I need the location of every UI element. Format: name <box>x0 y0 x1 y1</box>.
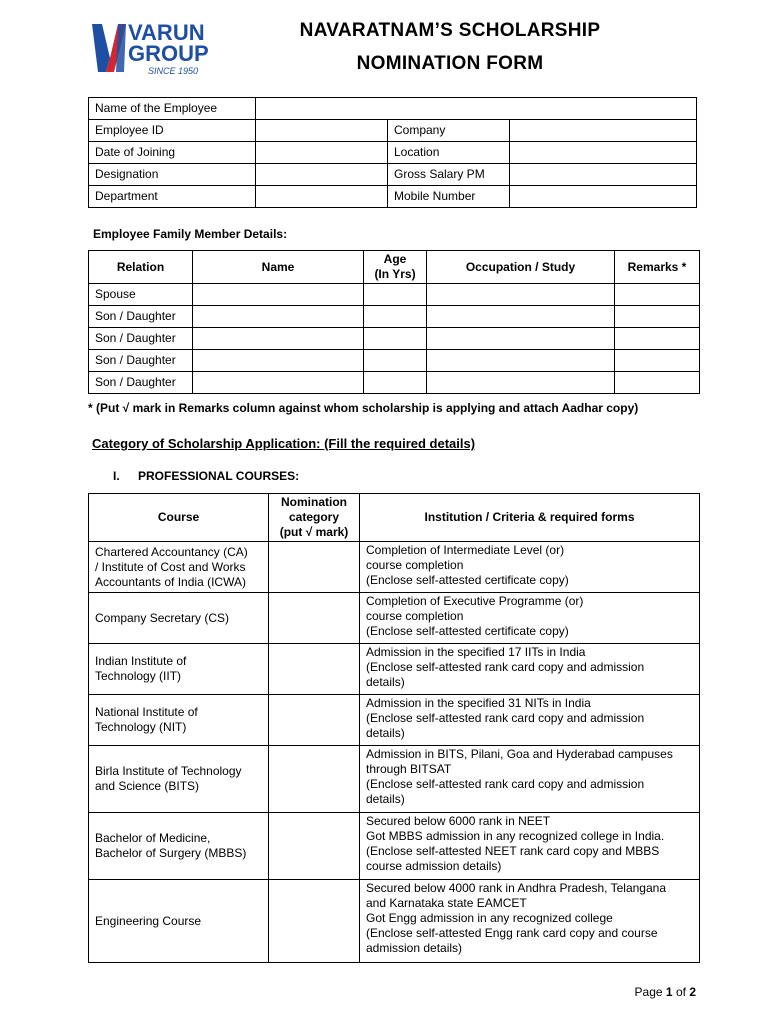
table-row <box>89 593 700 644</box>
table-row <box>89 328 700 350</box>
employee-name-label: Name of the Employee <box>89 98 256 120</box>
age-field[interactable] <box>364 372 427 394</box>
header-relation: Relation <box>89 251 193 284</box>
header-criteria: Institution / Criteria & required forms <box>360 494 700 542</box>
relation-cell: Son / Daughter <box>89 306 193 328</box>
remarks-field[interactable] <box>615 350 700 372</box>
date-of-joining-field[interactable] <box>256 142 388 164</box>
employee-details-table <box>88 97 697 208</box>
employee-id-field[interactable] <box>256 120 388 142</box>
remarks-field[interactable] <box>615 306 700 328</box>
header-name: Name <box>193 251 364 284</box>
age-field[interactable] <box>364 328 427 350</box>
professional-courses-table <box>88 493 700 963</box>
nomination-checkbox-cell[interactable] <box>269 695 360 746</box>
course-criteria: Secured below 4000 rank in Andhra Pradesh, Telangana and Karnataka state EAMCET Got Engg admission in any recognized college (Enclose self-attested Engg rank card copy and course admission details) <box>360 880 700 963</box>
nomination-checkbox-cell[interactable] <box>269 644 360 695</box>
occupation-field[interactable] <box>427 350 615 372</box>
logo-mark <box>88 18 232 78</box>
course-criteria: Admission in BITS, Pilani, Goa and Hyderabad campuses through BITSAT (Enclose self-attested rank card copy and admission details) <box>360 746 700 813</box>
nomination-checkbox-cell[interactable] <box>269 542 360 593</box>
table-row <box>89 542 700 593</box>
name-field[interactable] <box>193 306 364 328</box>
table-row <box>89 142 697 164</box>
table-row <box>89 306 700 328</box>
form-title-line-2: NOMINATION FORM <box>356 53 544 74</box>
department-field[interactable] <box>256 186 388 208</box>
age-field[interactable] <box>364 350 427 372</box>
company-field[interactable] <box>510 120 697 142</box>
course-name: Chartered Accountancy (CA) / Institute of Cost and Works Accountants of India (ICWA) <box>89 542 269 593</box>
table-header-row <box>89 251 700 284</box>
course-criteria: Admission in the specified 17 IITs in India (Enclose self-attested rank card copy and admission details) <box>360 644 700 695</box>
family-details-table <box>88 250 700 394</box>
course-name: Bachelor of Medicine, Bachelor of Surgery (MBBS) <box>89 813 269 880</box>
logo-word-1: VARUN <box>128 20 205 45</box>
course-name: Birla Institute of Technology and Science (BITS) <box>89 746 269 813</box>
relation-cell: Spouse <box>89 284 193 306</box>
table-row <box>89 644 700 695</box>
table-row <box>89 813 700 880</box>
table-row <box>89 880 700 963</box>
course-name: Engineering Course <box>89 880 269 963</box>
name-field[interactable] <box>193 350 364 372</box>
relation-cell: Son / Daughter <box>89 372 193 394</box>
header-nomination: Nomination category (put √ mark) <box>269 494 360 542</box>
age-field[interactable] <box>364 306 427 328</box>
table-row <box>89 284 700 306</box>
table-row <box>89 746 700 813</box>
gross-salary-field[interactable] <box>510 164 697 186</box>
header-course: Course <box>89 494 269 542</box>
table-row <box>89 372 700 394</box>
table-row <box>89 186 697 208</box>
header-age: Age (In Yrs) <box>364 251 427 284</box>
nomination-checkbox-cell[interactable] <box>269 813 360 880</box>
mobile-number-field[interactable] <box>510 186 697 208</box>
occupation-field[interactable] <box>427 328 615 350</box>
field-label: Designation <box>89 164 256 186</box>
name-field[interactable] <box>193 328 364 350</box>
age-field[interactable] <box>364 284 427 306</box>
occupation-field[interactable] <box>427 306 615 328</box>
relation-cell: Son / Daughter <box>89 350 193 372</box>
field-label: Mobile Number <box>388 186 510 208</box>
remarks-field[interactable] <box>615 284 700 306</box>
course-name: National Institute of Technology (NIT) <box>89 695 269 746</box>
remarks-field[interactable] <box>615 328 700 350</box>
name-field[interactable] <box>193 284 364 306</box>
section-title: PROFESSIONAL COURSES: <box>138 469 300 483</box>
table-row <box>89 350 700 372</box>
header-occupation: Occupation / Study <box>427 251 615 284</box>
nomination-checkbox-cell[interactable] <box>269 746 360 813</box>
form-title-line-1: NAVARATNAM’S SCHOLARSHIP <box>299 20 601 41</box>
category-heading: Category of Scholarship Application: (Fill the required details) <box>92 436 476 451</box>
field-label: Employee ID <box>89 120 256 142</box>
field-label: Date of Joining <box>89 142 256 164</box>
logo-word-2: GROUP <box>128 41 209 66</box>
course-name: Indian Institute of Technology (IIT) <box>89 644 269 695</box>
nomination-checkbox-cell[interactable] <box>269 593 360 644</box>
field-label: Gross Salary PM <box>388 164 510 186</box>
remarks-note: * (Put √ mark in Remarks column against whom scholarship is applying and attach Aadhar copy) <box>88 401 639 415</box>
course-criteria: Completion of Intermediate Level (or) course completion (Enclose self-attested certificate copy) <box>360 542 700 593</box>
location-field[interactable] <box>510 142 697 164</box>
field-label: Company <box>388 120 510 142</box>
occupation-field[interactable] <box>427 372 615 394</box>
course-criteria: Secured below 6000 rank in NEET Got MBBS admission in any recognized college in India. (Enclose self-attested NEET rank card copy and MBBS course admission details) <box>360 813 700 880</box>
family-heading: Employee Family Member Details: <box>93 227 288 241</box>
employee-name-field[interactable] <box>256 98 697 120</box>
field-label: Department <box>89 186 256 208</box>
table-row <box>89 164 697 186</box>
field-label: Location <box>388 142 510 164</box>
table-row <box>89 98 697 120</box>
course-name: Company Secretary (CS) <box>89 593 269 644</box>
name-field[interactable] <box>193 372 364 394</box>
course-criteria: Completion of Executive Programme (or) course completion (Enclose self-attested certificate copy) <box>360 593 700 644</box>
remarks-field[interactable] <box>615 372 700 394</box>
table-row <box>89 695 700 746</box>
section-number: I. <box>113 469 120 483</box>
designation-field[interactable] <box>256 164 388 186</box>
table-header-row <box>89 494 700 542</box>
page-number: Page 1 of 2 <box>634 985 696 999</box>
varun-group-logo <box>88 18 232 78</box>
nomination-checkbox-cell[interactable] <box>269 880 360 963</box>
occupation-field[interactable] <box>427 284 615 306</box>
table-row <box>89 120 697 142</box>
header-remarks: Remarks * <box>615 251 700 284</box>
logo-since: SINCE 1950 <box>148 66 199 76</box>
course-criteria: Admission in the specified 31 NITs in India (Enclose self-attested rank card copy and admission details) <box>360 695 700 746</box>
relation-cell: Son / Daughter <box>89 328 193 350</box>
